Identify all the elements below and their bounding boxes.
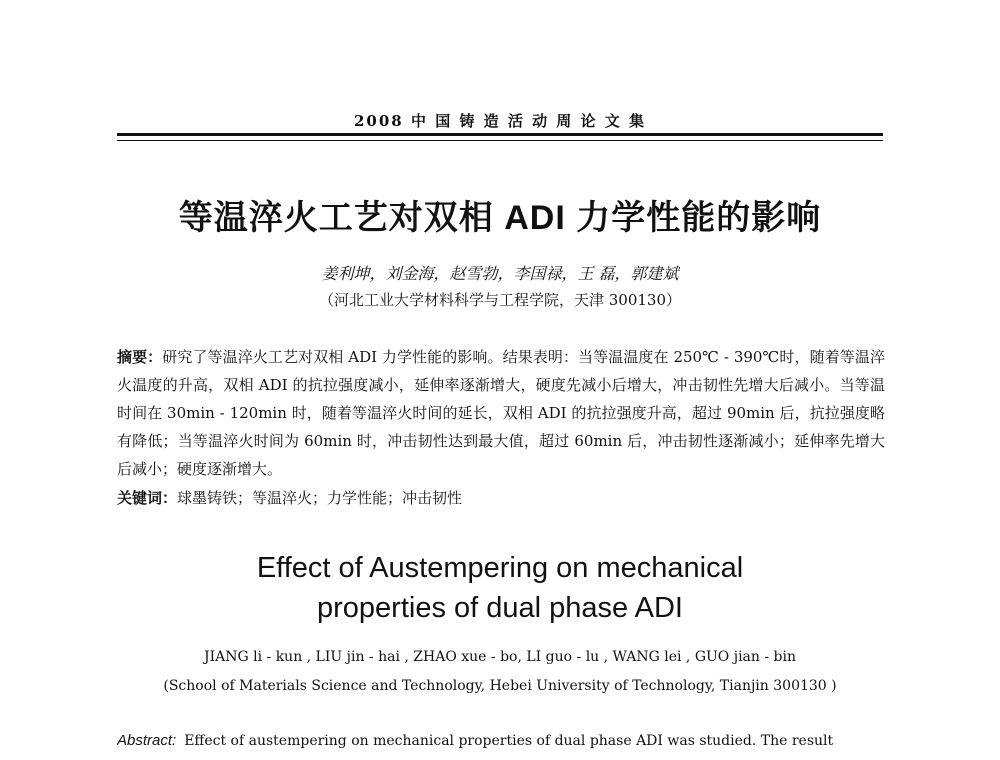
keywords-cn-label: 关键词：	[117, 489, 178, 507]
paper-title-en-line1: Effect of Austempering on mechanical	[256, 552, 744, 584]
keywords-cn	[117, 484, 885, 512]
running-header: 2008 中 国 铸 造 活 动 周 论 文 集	[354, 112, 646, 130]
paper-title-en	[117, 548, 883, 628]
authors-en: JIANG li - kun , LIU jin - hai , ZHAO xue - bo, LI guo - lu , WANG lei , GUO jian - bin	[203, 649, 797, 665]
abstract-cn-text: 研究了等温淬火工艺对双相 ADI 力学性能的影响。结果表明：当等温温度在 250℃ - 390℃时，随着等温淬火温度的升高，双相 ADI 的抗拉强度减小，延伸率逐渐增大，硬度先减小后增大，冲击韧性先增大后减小。当等温时间在 30min - 120min 时，随着等温淬火时间的延长，双相 ADI 的抗拉强度升高，超过 90min 后，抗拉强度略有降低；当等温淬火时间为 60min 时，冲击韧性达到最大值，超过 60min 后，冲击韧性逐渐减小；延伸率先增大后减小；硬度逐渐增大。	[117, 348, 885, 478]
abstract-en-text: Effect of austempering on mechanical properties of dual phase ADI was studied. The result	[184, 733, 834, 749]
affiliation-en: (School of Materials Science and Technology, Hebei University of Technology, Tianjin 300130 )	[163, 678, 837, 694]
authors-cn: 姜利坤，刘金海，赵雪勃，李国禄，王 磊，郭建斌	[321, 264, 679, 283]
abstract-en-label: Abstract:	[117, 732, 177, 749]
affiliation-cn: （河北工业大学材料科学与工程学院，天津 300130）	[318, 291, 682, 309]
paper-title-cn: 等温淬火工艺对双相 ADI 力学性能的影响	[178, 199, 822, 237]
header-rule-thick	[117, 133, 883, 136]
abstract-cn	[117, 343, 885, 483]
keywords-cn-text: 球墨铸铁；等温淬火；力学性能；冲击韧性	[177, 489, 463, 507]
abstract-cn-label: 摘要：	[117, 348, 163, 366]
header-rule-thin	[117, 140, 883, 141]
abstract-en	[117, 732, 885, 749]
paper-title-en-line2: properties of dual phase ADI	[317, 592, 683, 624]
